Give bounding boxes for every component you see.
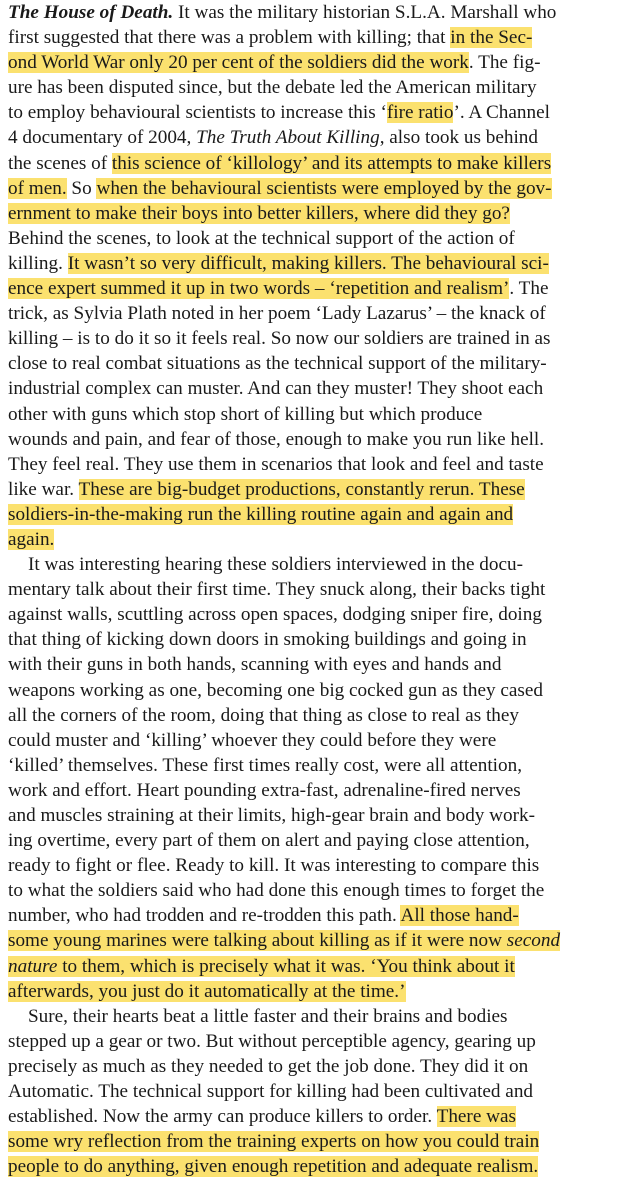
text-span: . The bbox=[509, 278, 549, 300]
text-span: to what the soldiers said who had done this enough times to forget the bbox=[8, 880, 545, 902]
text-line bbox=[8, 652, 618, 677]
text-span: The House of Death. bbox=[8, 2, 174, 23]
text-span: 4 documentary of 2004, bbox=[8, 127, 197, 149]
text-span: , also took us behind bbox=[379, 127, 538, 149]
text-line bbox=[8, 778, 618, 803]
text-line bbox=[8, 226, 618, 251]
highlighted-text: There was bbox=[436, 1106, 516, 1128]
text-span: killing. bbox=[8, 252, 68, 274]
text-span: close to real combat situations as the technical support of the military- bbox=[8, 353, 547, 375]
text-line bbox=[8, 1129, 618, 1154]
text-line bbox=[8, 853, 618, 878]
text-span: . The fig- bbox=[468, 52, 541, 74]
text-line bbox=[8, 75, 618, 100]
text-line bbox=[8, 1004, 618, 1029]
text-line bbox=[8, 1079, 618, 1104]
highlighted-text: nature bbox=[8, 955, 58, 977]
text-span: ‘killed’ themselves. These first times really cost, were all attention, bbox=[8, 754, 522, 776]
text-span: weapons working as one, becoming one big cocked gun as they cased bbox=[8, 679, 543, 701]
text-line bbox=[8, 1029, 618, 1054]
highlighted-text: ond World War only 20 per cent of the soldiers did the work bbox=[8, 52, 469, 74]
text-line bbox=[8, 25, 618, 50]
text-line bbox=[8, 577, 618, 602]
text-span: So bbox=[66, 177, 97, 199]
text-line bbox=[8, 452, 618, 477]
text-line bbox=[8, 1154, 618, 1179]
text-line bbox=[8, 176, 618, 201]
text-span: with their guns in both hands, scanning with eyes and hands and bbox=[8, 654, 502, 676]
highlighted-text: in the Sec- bbox=[450, 27, 533, 49]
text-span: like war. bbox=[8, 478, 79, 500]
text-line bbox=[8, 427, 618, 452]
text-span: to employ behavioural scientists to increase this ‘ bbox=[8, 102, 387, 124]
text-line bbox=[8, 151, 618, 176]
text-span: could muster and ‘killing’ whoever they could before they were bbox=[8, 729, 497, 751]
text-line bbox=[8, 1104, 618, 1129]
text-line bbox=[8, 703, 618, 728]
text-line bbox=[8, 276, 618, 301]
text-span: ready to fight or flee. Ready to kill. It was interesting to compare this bbox=[8, 855, 540, 877]
highlighted-text: some young marines were talking about killing as if it were now bbox=[8, 930, 507, 952]
text-line bbox=[8, 251, 618, 276]
text-span: that thing of kicking down doors in smoking buildings and going in bbox=[8, 629, 527, 651]
text-line bbox=[8, 125, 618, 150]
highlighted-text: soldiers-in-the-making run the killing routine again and again and bbox=[8, 503, 514, 525]
text-line bbox=[8, 954, 618, 979]
text-span: all the corners of the room, doing that thing as close to real as they bbox=[8, 704, 519, 726]
text-line bbox=[8, 100, 618, 125]
text-line bbox=[8, 627, 618, 652]
text-line bbox=[8, 477, 618, 502]
text-span: other with guns which stop short of killing but which produce bbox=[8, 403, 483, 425]
text-line bbox=[8, 326, 618, 351]
text-line bbox=[8, 928, 618, 953]
highlighted-text: fire ratio bbox=[386, 102, 454, 124]
text-span: mentary talk about their first time. They snuck along, their backs tight bbox=[8, 579, 546, 601]
text-span: wounds and pain, and fear of those, enough to make you run like hell. bbox=[8, 428, 545, 450]
text-line bbox=[8, 878, 618, 903]
text-line bbox=[8, 552, 618, 577]
text-line bbox=[8, 828, 618, 853]
highlighted-text: ernment to make their boys into better killers, where did they go? bbox=[8, 202, 510, 224]
highlighted-text: All those hand- bbox=[400, 905, 519, 927]
text-line bbox=[8, 402, 618, 427]
text-line bbox=[8, 1054, 618, 1079]
text-span: Sure, their hearts beat a little faster and their brains and bodies bbox=[28, 1005, 508, 1027]
text-span: number, who had trodden and re-trodden this path. bbox=[8, 905, 401, 927]
text-span: industrial complex can muster. And can they muster! They shoot each bbox=[8, 378, 544, 400]
text-line bbox=[8, 979, 618, 1004]
text-line bbox=[8, 678, 618, 703]
text-line bbox=[8, 527, 618, 552]
highlighted-text: this science of ‘killology’ and its attempts to make killers bbox=[111, 152, 552, 174]
highlighted-text: when the behavioural scientists were employed by the gov- bbox=[96, 177, 552, 199]
highlighted-text: to them, which is precisely what it was. ‘You think about it bbox=[57, 955, 515, 977]
text-line bbox=[8, 502, 618, 527]
text-line bbox=[8, 803, 618, 828]
highlighted-text: It wasn’t so very difficult, making killers. The behavioural sci- bbox=[67, 252, 549, 274]
highlighted-text: afterwards, you just do it automatically at the time.’ bbox=[8, 980, 406, 1002]
text-line bbox=[8, 351, 618, 376]
highlighted-text: These are big-budget productions, constantly rerun. These bbox=[78, 478, 525, 500]
text-body bbox=[8, 0, 618, 1179]
highlighted-text: second bbox=[506, 930, 561, 952]
text-span: ure has been disputed since, but the debate led the American military bbox=[8, 77, 537, 99]
text-span: They feel real. They use them in scenarios that look and feel and taste bbox=[8, 453, 544, 475]
text-line bbox=[8, 301, 618, 326]
highlighted-text: ence expert summed it up in two words – ‘repetition and realism’ bbox=[8, 278, 510, 300]
text-span: work and effort. Heart pounding extra-fast, adrenaline-fired nerves bbox=[8, 779, 521, 801]
highlighted-text: again. bbox=[8, 528, 55, 550]
text-line bbox=[8, 50, 618, 75]
highlighted-text: of men. bbox=[8, 177, 67, 199]
text-line bbox=[8, 728, 618, 753]
text-line bbox=[8, 0, 618, 25]
text-span: established. Now the army can produce killers to order. bbox=[8, 1106, 437, 1128]
highlighted-text: people to do anything, given enough repetition and adequate realism. bbox=[8, 1156, 539, 1178]
text-line bbox=[8, 376, 618, 401]
text-line bbox=[8, 602, 618, 627]
text-span: the scenes of bbox=[8, 152, 112, 174]
text-span: Behind the scenes, to look at the technical support of the action of bbox=[8, 227, 515, 249]
text-span: It was the military historian S.L.A. Marshall who bbox=[173, 2, 557, 23]
text-span: trick, as Sylvia Plath noted in her poem ‘Lady Lazarus’ – the knack of bbox=[8, 303, 546, 325]
text-span: stepped up a gear or two. But without perceptible agency, gearing up bbox=[8, 1030, 536, 1052]
highlighted-text: some wry reflection from the training experts on how you could train bbox=[8, 1131, 540, 1153]
text-span: Automatic. The technical support for killing had been cultivated and bbox=[8, 1081, 534, 1103]
text-span: It was interesting hearing these soldiers interviewed in the docu- bbox=[28, 554, 523, 576]
text-span: precisely as much as they needed to get the job done. They did it on bbox=[8, 1055, 529, 1077]
text-line bbox=[8, 753, 618, 778]
text-span: killing – is to do it so it feels real. So now our soldiers are trained in as bbox=[8, 328, 551, 350]
text-span: against walls, scuttling across open spaces, dodging sniper fire, doing bbox=[8, 604, 542, 626]
text-line bbox=[8, 201, 618, 226]
text-span: The Truth About Killing bbox=[196, 127, 380, 149]
text-span: and muscles straining at their limits, high-gear brain and body work- bbox=[8, 805, 536, 826]
text-line bbox=[8, 903, 618, 928]
text-span: ’. A Channel bbox=[453, 102, 550, 124]
text-span: ing overtime, every part of them on alert and paying close attention, bbox=[8, 830, 530, 852]
text-span: first suggested that there was a problem with killing; that bbox=[8, 27, 451, 49]
